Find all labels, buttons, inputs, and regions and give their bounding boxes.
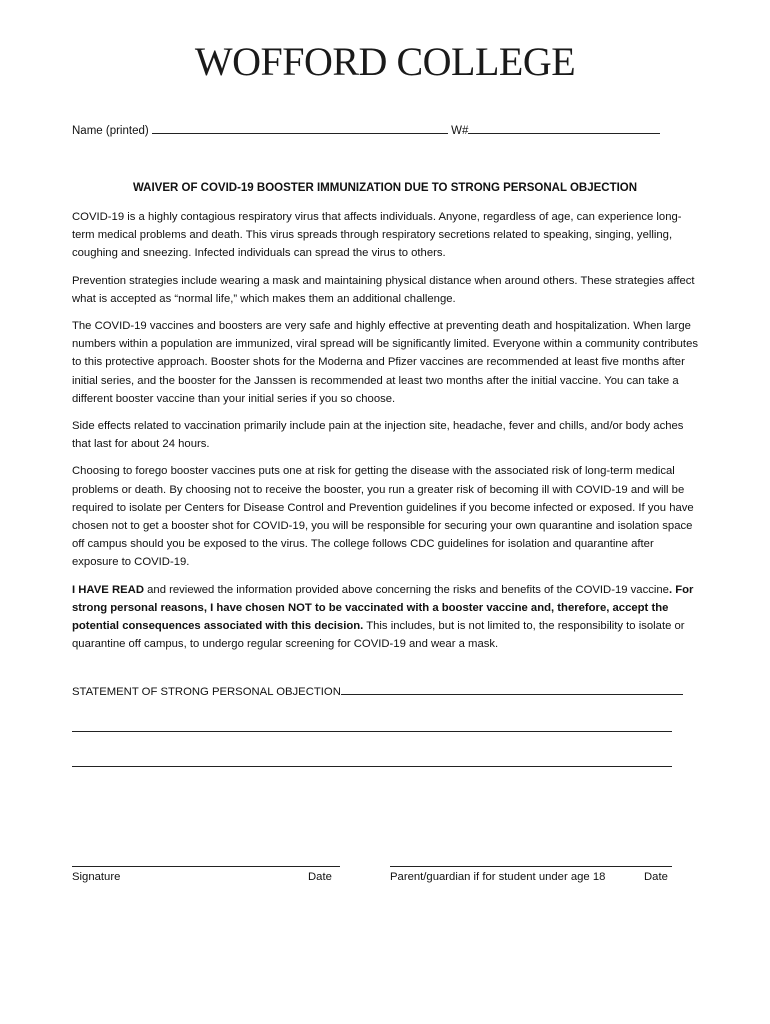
ack-text-2: This includes, but is not limited to, the responsibility to isolate or quarantine off campus, to undergo regular screening for COVID-19 and wear a mask.: [72, 620, 685, 651]
statement-line-3[interactable]: [72, 766, 672, 767]
statement-label: STATEMENT OF STRONG PERSONAL OBJECTION: [72, 686, 341, 698]
name-label: Name (printed): [72, 125, 149, 137]
paragraph-vaccine-safety: The COVID-19 vaccines and boosters are very safe and highly effective at preventing death and hospitalization. When large numbers within a population are immunized, viral spread will be significantly limited. Everyone within a community contributes to this protective approach. Booster shots for the Moderna and Pfizer vaccines are recommended at least five months after initial series, and the booster for the Janssen is recommended at least two months after the initial vaccine. You can take a different booster vaccine than your initial series if you so choose.: [72, 320, 699, 405]
w-number-label: W#: [451, 125, 469, 137]
parent-signature-label: Parent/guardian if for student under age 18: [390, 871, 606, 883]
statement-row: [72, 683, 683, 698]
statement-line-1[interactable]: [341, 683, 683, 695]
parent-date-label: Date: [644, 871, 668, 883]
paragraph-acknowledgement: [72, 581, 698, 654]
ack-text-1: and reviewed the information provided above concerning the risks and benefits of the COVID-19 vaccine: [143, 583, 669, 596]
paragraph-risk: Choosing to forego booster vaccines puts one at risk for getting the disease with the associated risk of long-term medical problems or death. By choosing not to receive the booster, you run a greater risk of becoming ill with COVID-19 and will be required to isolate per Centers for Disease Control and Prevention guidelines if you become infected or exposed. If you have chosen not to get a booster shot for COVID-19, you will be responsible for securing your own quarantine and isolation space off campus should you be exposed to the virus. The college follows CDC guidelines for isolation and quarantine after exposure to COVID-19.: [72, 465, 694, 569]
waiver-body: [72, 208, 698, 662]
statement-line-2[interactable]: [72, 731, 672, 732]
parent-signature-line[interactable]: [390, 866, 672, 867]
institution-masthead: WOFFORD COLLEGE: [194, 39, 576, 84]
name-input-line[interactable]: [152, 122, 448, 134]
signature-label: Signature: [72, 871, 121, 883]
signature-line[interactable]: [72, 866, 340, 867]
document-title: WAIVER OF COVID-19 BOOSTER IMMUNIZATION DUE TO STRONG PERSONAL OBJECTION: [132, 182, 638, 194]
w-number-input-line[interactable]: [468, 122, 660, 134]
signature-date-label: Date: [308, 871, 332, 883]
ack-bold-text: . For strong personal reasons, I have chosen NOT to be vaccinated with a booster vaccine and, therefore, accept the potential consequences associated with this decision.: [72, 583, 694, 633]
paragraph-side-effects: Side effects related to vaccination primarily include pain at the injection site, headache, fever and chills, and/or body aches that last for about 24 hours.: [72, 420, 684, 451]
paragraph-virus-info: COVID-19 is a highly contagious respiratory virus that affects individuals. Anyone, regardless of age, can experience long-term medical problems and death. This virus spreads through respiratory secretions related to speaking, singing, yelling, coughing and sneezing. Infected individuals can spread the virus to others.: [72, 211, 682, 260]
name-field-row: [72, 122, 660, 137]
ack-lead: I HAVE READ: [72, 583, 144, 596]
paragraph-prevention: Prevention strategies include wearing a mask and maintaining physical distance when around others. These strategies affect what is accepted as “normal life,” which makes them an additional challenge.: [72, 274, 695, 305]
